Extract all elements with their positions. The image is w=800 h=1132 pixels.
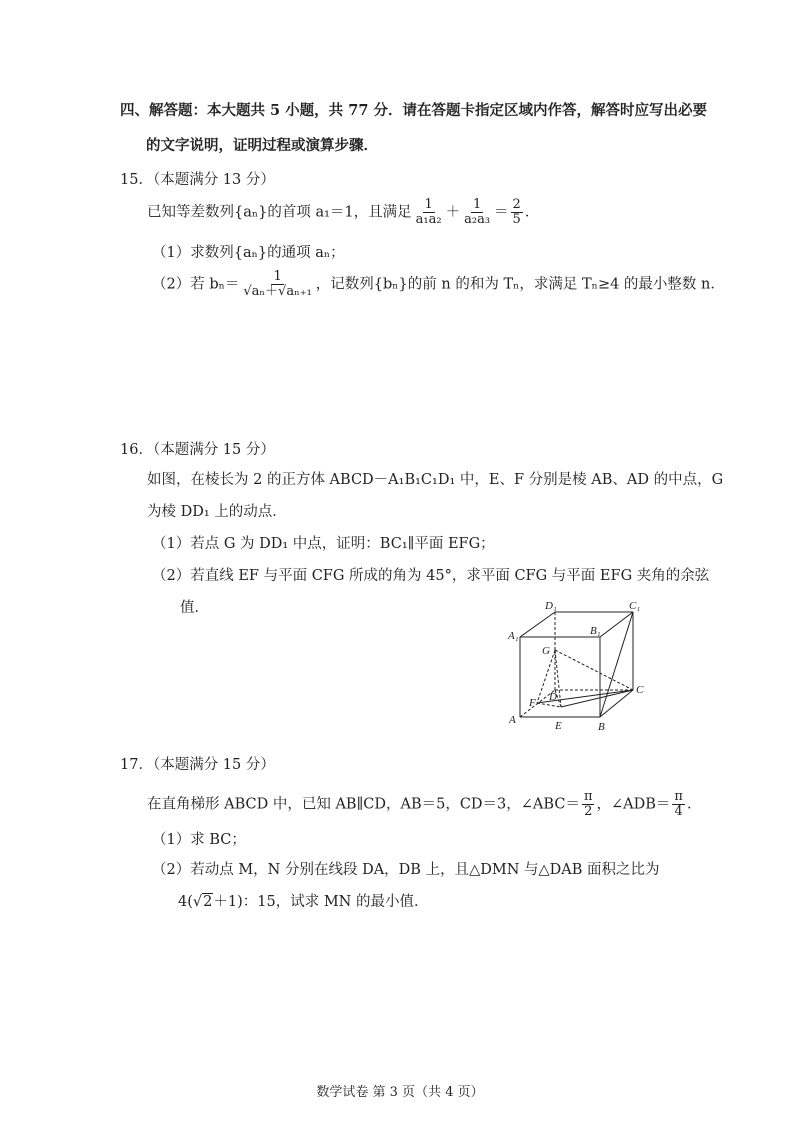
edge-A1D1 (520, 612, 555, 637)
section-title-line1: 四、解答题：本大题共 5 小题，共 77 分．请在答题卡指定区域内作答，解答时应写出必要 (120, 102, 707, 119)
q15-frac3-den: 5 (512, 212, 521, 227)
label-E: E (555, 720, 562, 732)
q15-frac3-num: 2 (512, 197, 521, 212)
q15-stem (147, 198, 539, 227)
q15-plus: ＋ (445, 204, 461, 221)
cube-figure (505, 595, 655, 740)
q17-header: 17．（本题满分 15 分） (120, 757, 275, 773)
q17-stem-mid: ，∠ADB＝ (596, 796, 671, 813)
q15-frac2-den: a₂a₃ (464, 212, 491, 227)
q17-fracB-den: 4 (674, 804, 683, 819)
segment-GC (555, 650, 633, 690)
q15-stem-end: ． (524, 204, 540, 221)
q15-part2 (152, 270, 725, 299)
label-D1: D₁ (545, 600, 557, 612)
q17-fracA-num: π (583, 789, 593, 804)
q17-part2-line1: （2）若动点 M，N 分别在线段 DA，DB 上，且△DMN 与△DAB 面积之比为 (152, 862, 660, 878)
q16-header: 16．（本题满分 15 分） (120, 442, 275, 458)
label-G: G (542, 645, 550, 657)
q17-part1: （1）求 BC； (152, 832, 246, 848)
q17-stem-text: 在直角梯形 ABCD 中，已知 AB∥CD，AB＝5，CD＝3，∠ABC＝ (147, 796, 580, 813)
q15-part2-frac (241, 270, 313, 299)
q15-equals: ＝ (494, 204, 509, 221)
q15-part2-frac-den: √aₙ＋√aₙ₊₁ (243, 284, 312, 299)
section-title-line2: 的文字说明，证明过程或演算步骤． (146, 137, 378, 154)
q15-stem-text: 已知等差数列{aₙ}的首项 a₁＝1，且满足 (147, 204, 412, 221)
page-footer: 数学试卷 第 3 页（共 4 页） (316, 1085, 484, 1100)
label-C1: C₁ (629, 600, 641, 612)
q17-sqrt: 2 (203, 894, 213, 910)
segment-FE (537, 703, 561, 707)
q17-part2-line2: 4(√2＋1)：15，试求 MN 的最小值． (178, 894, 429, 910)
q15-frac-1 (414, 198, 444, 227)
q17-fracA-den: 2 (584, 804, 593, 819)
q16-stem-line1: 如图，在棱长为 2 的正方体 ABCD－A₁B₁C₁D₁ 中，E、F 分别是棱 AB、AD 的中点，G (147, 472, 724, 488)
q17-stem (147, 790, 701, 819)
q16-part2-line2: 值． (180, 600, 209, 616)
q17-frac-b (672, 790, 685, 819)
q17-part2-line2-post: ＋1)：15，试求 MN 的最小值． (213, 894, 429, 910)
label-B: B (598, 721, 605, 733)
q17-stem-end: ． (686, 796, 702, 813)
q15-frac1-num: 1 (424, 197, 433, 212)
q17-fracB-num: π (674, 789, 683, 804)
q15-frac2-num: 1 (472, 197, 482, 212)
label-F: F (529, 697, 536, 709)
q16-part1: （1）若点 G 为 DD₁ 中点，证明：BC₁∥平面 EFG； (152, 536, 495, 552)
q17-frac-a (582, 790, 595, 819)
edge-C1B1 (600, 612, 633, 637)
segment-BC1 (600, 612, 633, 717)
q16-part2-line1: （2）若直线 EF 与平面 CFG 所成的角为 45°，求平面 CFG 与平面 EFG 夹角的余弦 (152, 568, 710, 584)
q15-part2-frac-num: 1 (273, 269, 282, 284)
q15-frac-2 (462, 198, 492, 227)
label-A1: A₁ (508, 630, 519, 642)
label-A: A (509, 714, 516, 726)
q15-frac-3 (511, 198, 523, 227)
q16-stem-line2: 为棱 DD₁ 上的动点． (147, 504, 287, 520)
q15-header: 15．（本题满分 13 分） (120, 172, 275, 188)
q15-frac1-den: a₁a₂ (415, 212, 442, 227)
label-C: C (636, 684, 644, 696)
q15-part1: （1）求数列{aₙ}的通项 aₙ； (152, 245, 345, 261)
label-D: D (549, 691, 557, 703)
q15-part2-post: ，记数列{bₙ}的前 n 的和为 Tₙ，求满足 Tₙ≥4 的最小整数 n． (315, 276, 725, 293)
q17-part2-line2-pre: 4( (178, 894, 193, 910)
q15-part2-pre: （2）若 bₙ＝ (152, 276, 240, 293)
label-B1: B₁ (590, 625, 601, 637)
